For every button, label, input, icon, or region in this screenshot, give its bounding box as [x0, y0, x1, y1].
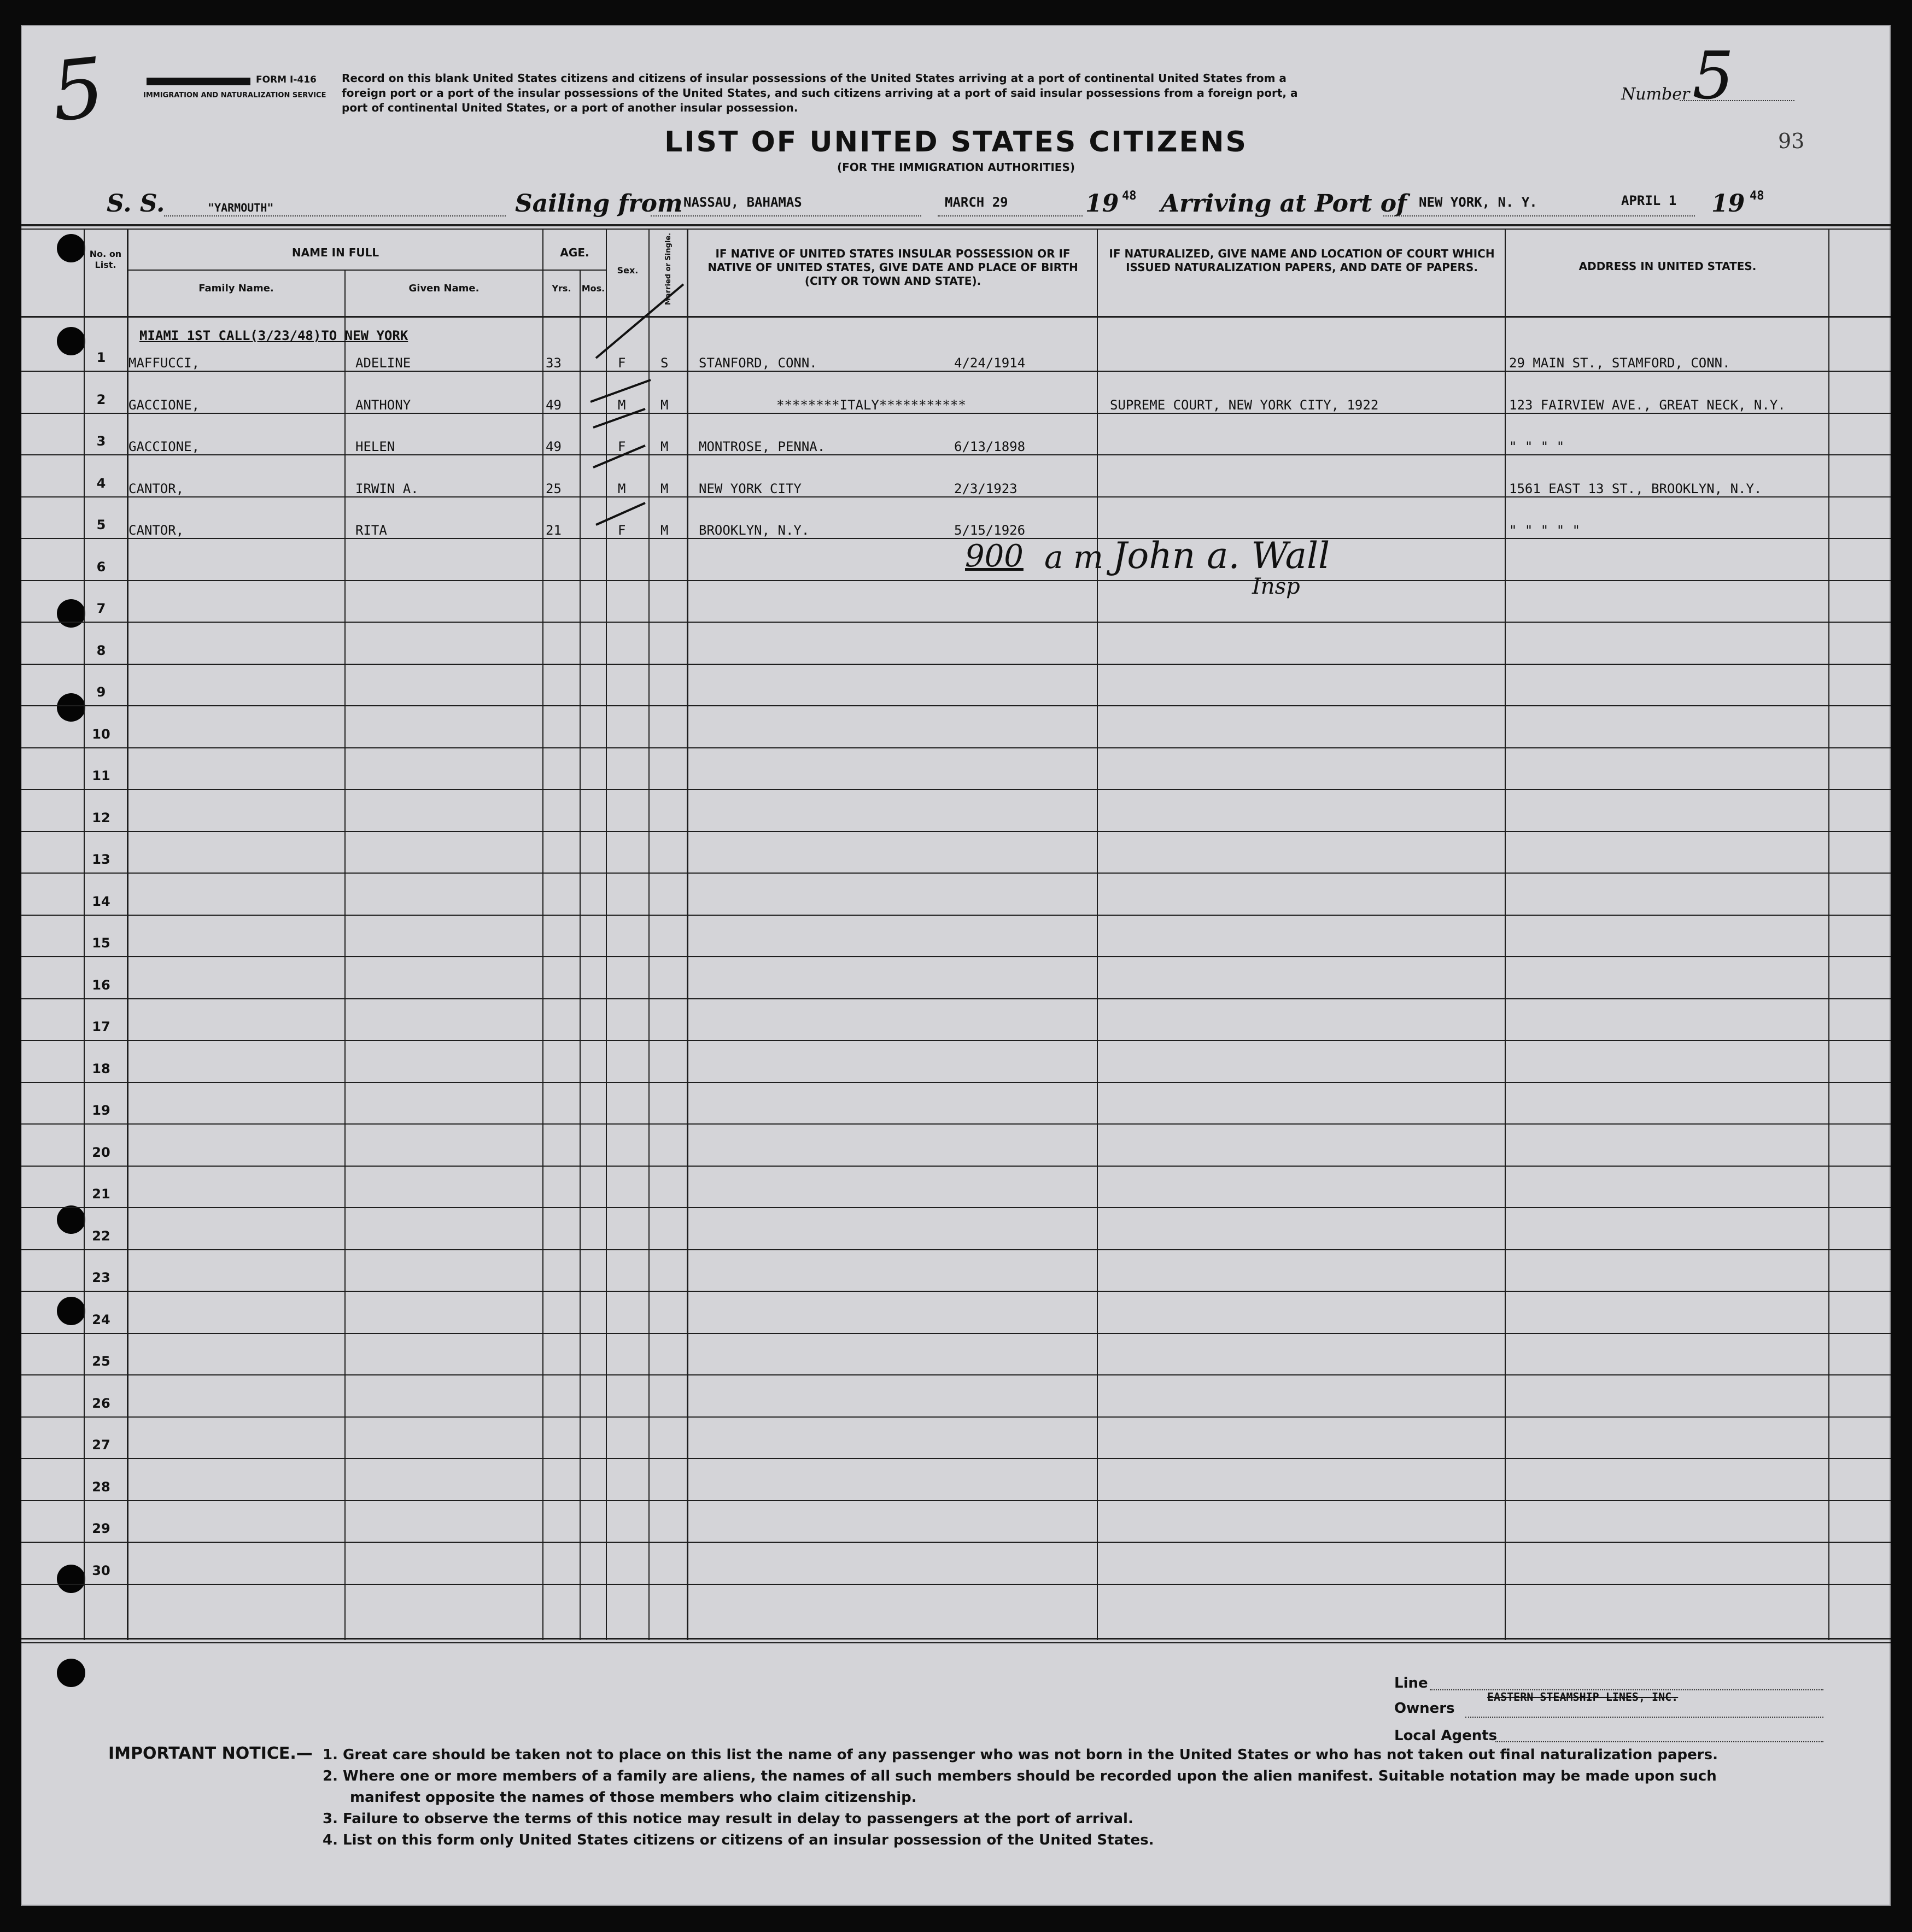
row-number: 4	[96, 476, 106, 491]
punch-hole	[57, 1297, 85, 1325]
row-rule	[21, 998, 1891, 999]
row-rule	[21, 538, 1891, 539]
row-rule	[21, 1249, 1891, 1250]
agents-label: Local Agents	[1394, 1728, 1498, 1744]
inspection-time: 900	[965, 538, 1024, 574]
family-name-cell: GACCIONE,	[128, 439, 200, 454]
notice-item: 2. Where one or more members of a family are aliens, the names of all such members should be recorded upon the alien manifest. Suitable notation may be made upon such	[323, 1768, 1717, 1784]
arrive-year-prefix: 19	[1711, 190, 1745, 218]
page-subtitle: (FOR THE IMMIGRATION AUTHORITIES)	[837, 161, 1075, 174]
manifest-sheet	[21, 25, 1891, 1906]
row-rule	[21, 1416, 1891, 1418]
col-rule	[542, 230, 543, 1640]
instruction-line: port of continental United States, or a port of another insular possession.	[342, 101, 798, 114]
number-label: Number	[1621, 85, 1690, 104]
marital-status-cell: M	[660, 439, 669, 454]
check-mark	[596, 284, 683, 358]
row-rule	[21, 1123, 1891, 1125]
row-number: 28	[92, 1479, 110, 1495]
arriving-dotted-line	[1383, 215, 1695, 216]
punch-hole	[57, 693, 85, 722]
birth-place-cell: STANFORD, CONN.	[699, 355, 817, 371]
family-name-cell: GACCIONE,	[128, 397, 200, 413]
section-note: MIAMI 1ST CALL(3/23/48)TO NEW YORK	[139, 328, 408, 343]
row-number: 25	[92, 1354, 110, 1369]
birth-place-cell: BROOKLYN, N.Y.	[699, 523, 810, 538]
marital-status-cell: M	[660, 481, 669, 496]
punch-hole	[57, 1205, 85, 1234]
notice-item: 3. Failure to observe the terms of this notice may result in delay to passengers at the port of arrival.	[323, 1811, 1133, 1827]
owners-label: Owners	[1394, 1700, 1455, 1717]
sailing-label: Sailing from	[515, 190, 683, 218]
given-name-cell: ANTHONY	[355, 397, 411, 413]
header-no: No. on List.	[89, 249, 122, 270]
age-years-cell: 33	[546, 355, 562, 371]
row-number: 20	[92, 1145, 110, 1160]
punch-hole	[57, 234, 85, 262]
sex-cell: M	[618, 481, 626, 496]
handwritten-sheet-number: 5	[47, 40, 109, 140]
col-rule	[580, 270, 581, 1640]
inspector-title: Insp	[1252, 574, 1300, 599]
row-rule	[21, 956, 1891, 957]
row-number: 15	[92, 935, 110, 951]
row-number: 6	[96, 559, 106, 575]
arriving-label: Arriving at Port of	[1161, 190, 1407, 218]
row-number: 23	[92, 1270, 110, 1285]
table-top-rule	[21, 224, 1891, 226]
age-years-cell: 49	[546, 397, 562, 413]
row-rule	[21, 454, 1891, 455]
notice-item: manifest opposite the names of those members who claim citizenship.	[350, 1789, 917, 1806]
row-rule	[21, 789, 1891, 790]
row-rule	[21, 1374, 1891, 1375]
birth-date-cell: 5/15/1926	[954, 523, 1026, 538]
given-name-cell: HELEN	[355, 439, 395, 454]
notice-item: 4. List on this form only United States citizens or citizens of an insular possession of the United States.	[323, 1832, 1154, 1848]
col-rule	[1505, 230, 1506, 1640]
sail-date: MARCH 29	[945, 195, 1008, 210]
header-family-name: Family Name.	[198, 283, 274, 294]
age-subheader-rule	[542, 270, 606, 271]
given-name-cell: IRWIN A.	[355, 481, 419, 496]
col-rule	[1828, 230, 1829, 1640]
birth-place-cell: ********ITALY***********	[776, 397, 966, 413]
row-rule	[21, 747, 1891, 748]
instruction-line: Record on this blank United States citizens and citizens of insular possessions of the United States arriving at a port of continental United States from a	[342, 72, 1287, 85]
sail-year: 48	[1122, 189, 1137, 203]
header-sex: Sex.	[617, 265, 639, 276]
header-given-name: Given Name.	[408, 283, 480, 294]
birth-place-cell: MONTROSE, PENNA.	[699, 439, 826, 454]
agents-dotted-line	[1495, 1741, 1823, 1742]
given-name-cell: RITA	[355, 523, 387, 538]
row-number: 7	[96, 601, 106, 616]
table-bottom-rule-2	[21, 1642, 1891, 1643]
marital-status-cell: S	[660, 355, 669, 371]
form-agency: IMMIGRATION AND NATURALIZATION SERVICE	[143, 91, 326, 99]
address-cell: 1561 EAST 13 ST., BROOKLYN, N.Y.	[1509, 481, 1762, 496]
row-number: 3	[96, 434, 106, 449]
header-age: AGE.	[560, 246, 589, 259]
sail-date-dotted-line	[938, 215, 1083, 216]
row-rule	[21, 1291, 1891, 1292]
row-number: 19	[92, 1103, 110, 1118]
notice-title: IMPORTANT NOTICE.—	[108, 1744, 313, 1763]
sex-cell: M	[618, 397, 626, 413]
arrive-date: APRIL 1	[1621, 193, 1677, 208]
line-label: Line	[1394, 1675, 1428, 1691]
age-years-cell: 25	[546, 481, 562, 496]
row-rule	[21, 915, 1891, 916]
birth-place-cell: NEW YORK CITY	[699, 481, 802, 496]
row-number: 30	[92, 1563, 110, 1578]
form-id-redaction	[147, 78, 250, 85]
form-id: FORM I-416	[256, 74, 317, 85]
arriving-port: NEW YORK, N. Y.	[1419, 195, 1537, 210]
row-rule	[21, 1207, 1891, 1208]
given-name-cell: ADELINE	[355, 355, 411, 371]
row-rule	[21, 371, 1891, 372]
sailing-from: NASSAU, BAHAMAS	[683, 195, 802, 210]
row-rule	[21, 1082, 1891, 1083]
row-rule	[21, 873, 1891, 874]
family-name-cell: CANTOR,	[128, 523, 184, 538]
notice-item: 1. Great care should be taken not to place on this list the name of any passenger who was not born in the United States or who has not taken out final naturalization papers.	[323, 1747, 1718, 1763]
ship-name: "YARMOUTH"	[208, 201, 274, 214]
number-value: 5	[1692, 38, 1734, 114]
row-number: 13	[92, 852, 110, 867]
col-rule	[1097, 230, 1098, 1640]
ship-dotted-line	[164, 215, 506, 216]
row-number: 27	[92, 1437, 110, 1453]
row-number: 24	[92, 1312, 110, 1327]
page-number: 93	[1778, 129, 1805, 153]
row-rule	[21, 831, 1891, 832]
row-number: 10	[92, 727, 110, 742]
age-years-cell: 49	[546, 439, 562, 454]
row-number: 29	[92, 1521, 110, 1536]
naturalization-cell: SUPREME COURT, NEW YORK CITY, 1922	[1110, 397, 1379, 413]
address-cell: 123 FAIRVIEW AVE., GREAT NECK, N.Y.	[1509, 397, 1786, 413]
row-number: 11	[92, 768, 110, 783]
row-rule	[21, 705, 1891, 706]
punch-hole	[57, 1659, 85, 1687]
sex-cell: F	[618, 439, 626, 454]
row-rule	[21, 1333, 1891, 1334]
punch-hole	[57, 327, 85, 355]
ss-label: S. S.	[107, 190, 165, 218]
row-number: 2	[96, 392, 106, 407]
row-number: 8	[96, 643, 106, 658]
row-number: 26	[92, 1396, 110, 1411]
row-rule	[21, 496, 1891, 497]
row-number: 5	[96, 517, 106, 532]
row-number: 22	[92, 1228, 110, 1244]
marital-status-cell: M	[660, 523, 669, 538]
punch-hole	[57, 1565, 85, 1593]
row-number: 9	[96, 684, 106, 700]
row-rule	[21, 1040, 1891, 1041]
sex-cell: F	[618, 355, 626, 371]
inspection-ampm: a m	[1044, 538, 1104, 576]
arrive-year: 48	[1750, 189, 1764, 203]
row-rule	[21, 1584, 1891, 1585]
row-rule	[21, 580, 1891, 581]
header-naturalized: IF NATURALIZED, GIVE NAME AND LOCATION OF COURT WHICH ISSUED NATURALIZATION PAPERS, AND DATE OF PAPERS.	[1109, 247, 1495, 274]
header-birth: IF NATIVE OF UNITED STATES INSULAR POSSESSION OR IF NATIVE OF UNITED STATES, GIVE DATE AND PLACE OF BIRTH (CITY OR TOWN AND STATE).	[708, 247, 1078, 288]
birth-date-cell: 4/24/1914	[954, 355, 1026, 371]
sailing-dotted-line	[651, 215, 921, 216]
check-marks	[585, 279, 694, 530]
address-cell: 29 MAIN ST., STAMFORD, CONN.	[1509, 355, 1730, 371]
row-number: 12	[92, 810, 110, 826]
marital-status-cell: M	[660, 397, 669, 413]
inspector-name: John a. Wall	[1113, 535, 1330, 577]
birth-date-cell: 6/13/1898	[954, 439, 1026, 454]
row-rule	[21, 1542, 1891, 1543]
header-bottom-rule	[21, 316, 1891, 318]
row-number: 16	[92, 977, 110, 993]
page-title: LIST OF UNITED STATES CITIZENS	[664, 126, 1248, 159]
owners-dotted-line	[1465, 1717, 1823, 1718]
check-mark	[596, 503, 645, 525]
row-rule	[21, 1458, 1891, 1459]
header-yrs: Yrs.	[552, 283, 571, 294]
table-bottom-rule	[21, 1638, 1891, 1640]
row-number: 14	[92, 894, 110, 909]
line-value: EASTERN STEAMSHIP LINES, INC.	[1487, 1690, 1679, 1703]
address-cell: " " " " "	[1509, 523, 1581, 538]
row-number: 17	[92, 1019, 110, 1034]
family-name-cell: CANTOR,	[128, 481, 184, 496]
sail-year-prefix: 19	[1085, 190, 1119, 218]
name-subheader-rule	[127, 270, 542, 271]
punch-hole	[57, 599, 85, 628]
row-rule	[21, 413, 1891, 414]
row-rule	[21, 622, 1891, 623]
row-rule	[21, 1166, 1891, 1167]
header-name-in-full: NAME IN FULL	[291, 246, 379, 259]
row-number: 21	[92, 1186, 110, 1202]
row-number: 18	[92, 1061, 110, 1076]
header-address: ADDRESS IN UNITED STATES.	[1578, 260, 1757, 273]
instruction-line: foreign port or a port of the insular possessions of the United States, and such citizens arriving at a port of said insular possessions from a foreign port, a	[342, 86, 1298, 99]
table-top-rule-2	[21, 229, 1891, 230]
header-married-single: Married or Single.	[664, 232, 673, 306]
sex-cell: F	[618, 523, 626, 538]
row-rule	[21, 664, 1891, 665]
birth-date-cell: 2/3/1923	[954, 481, 1018, 496]
col-rule	[344, 270, 346, 1640]
header-mos: Mos.	[581, 283, 605, 294]
age-years-cell: 21	[546, 523, 562, 538]
family-name-cell: MAFFUCCI,	[128, 355, 200, 371]
row-number: 1	[96, 350, 106, 365]
address-cell: " " " "	[1509, 439, 1565, 454]
row-rule	[21, 1500, 1891, 1501]
